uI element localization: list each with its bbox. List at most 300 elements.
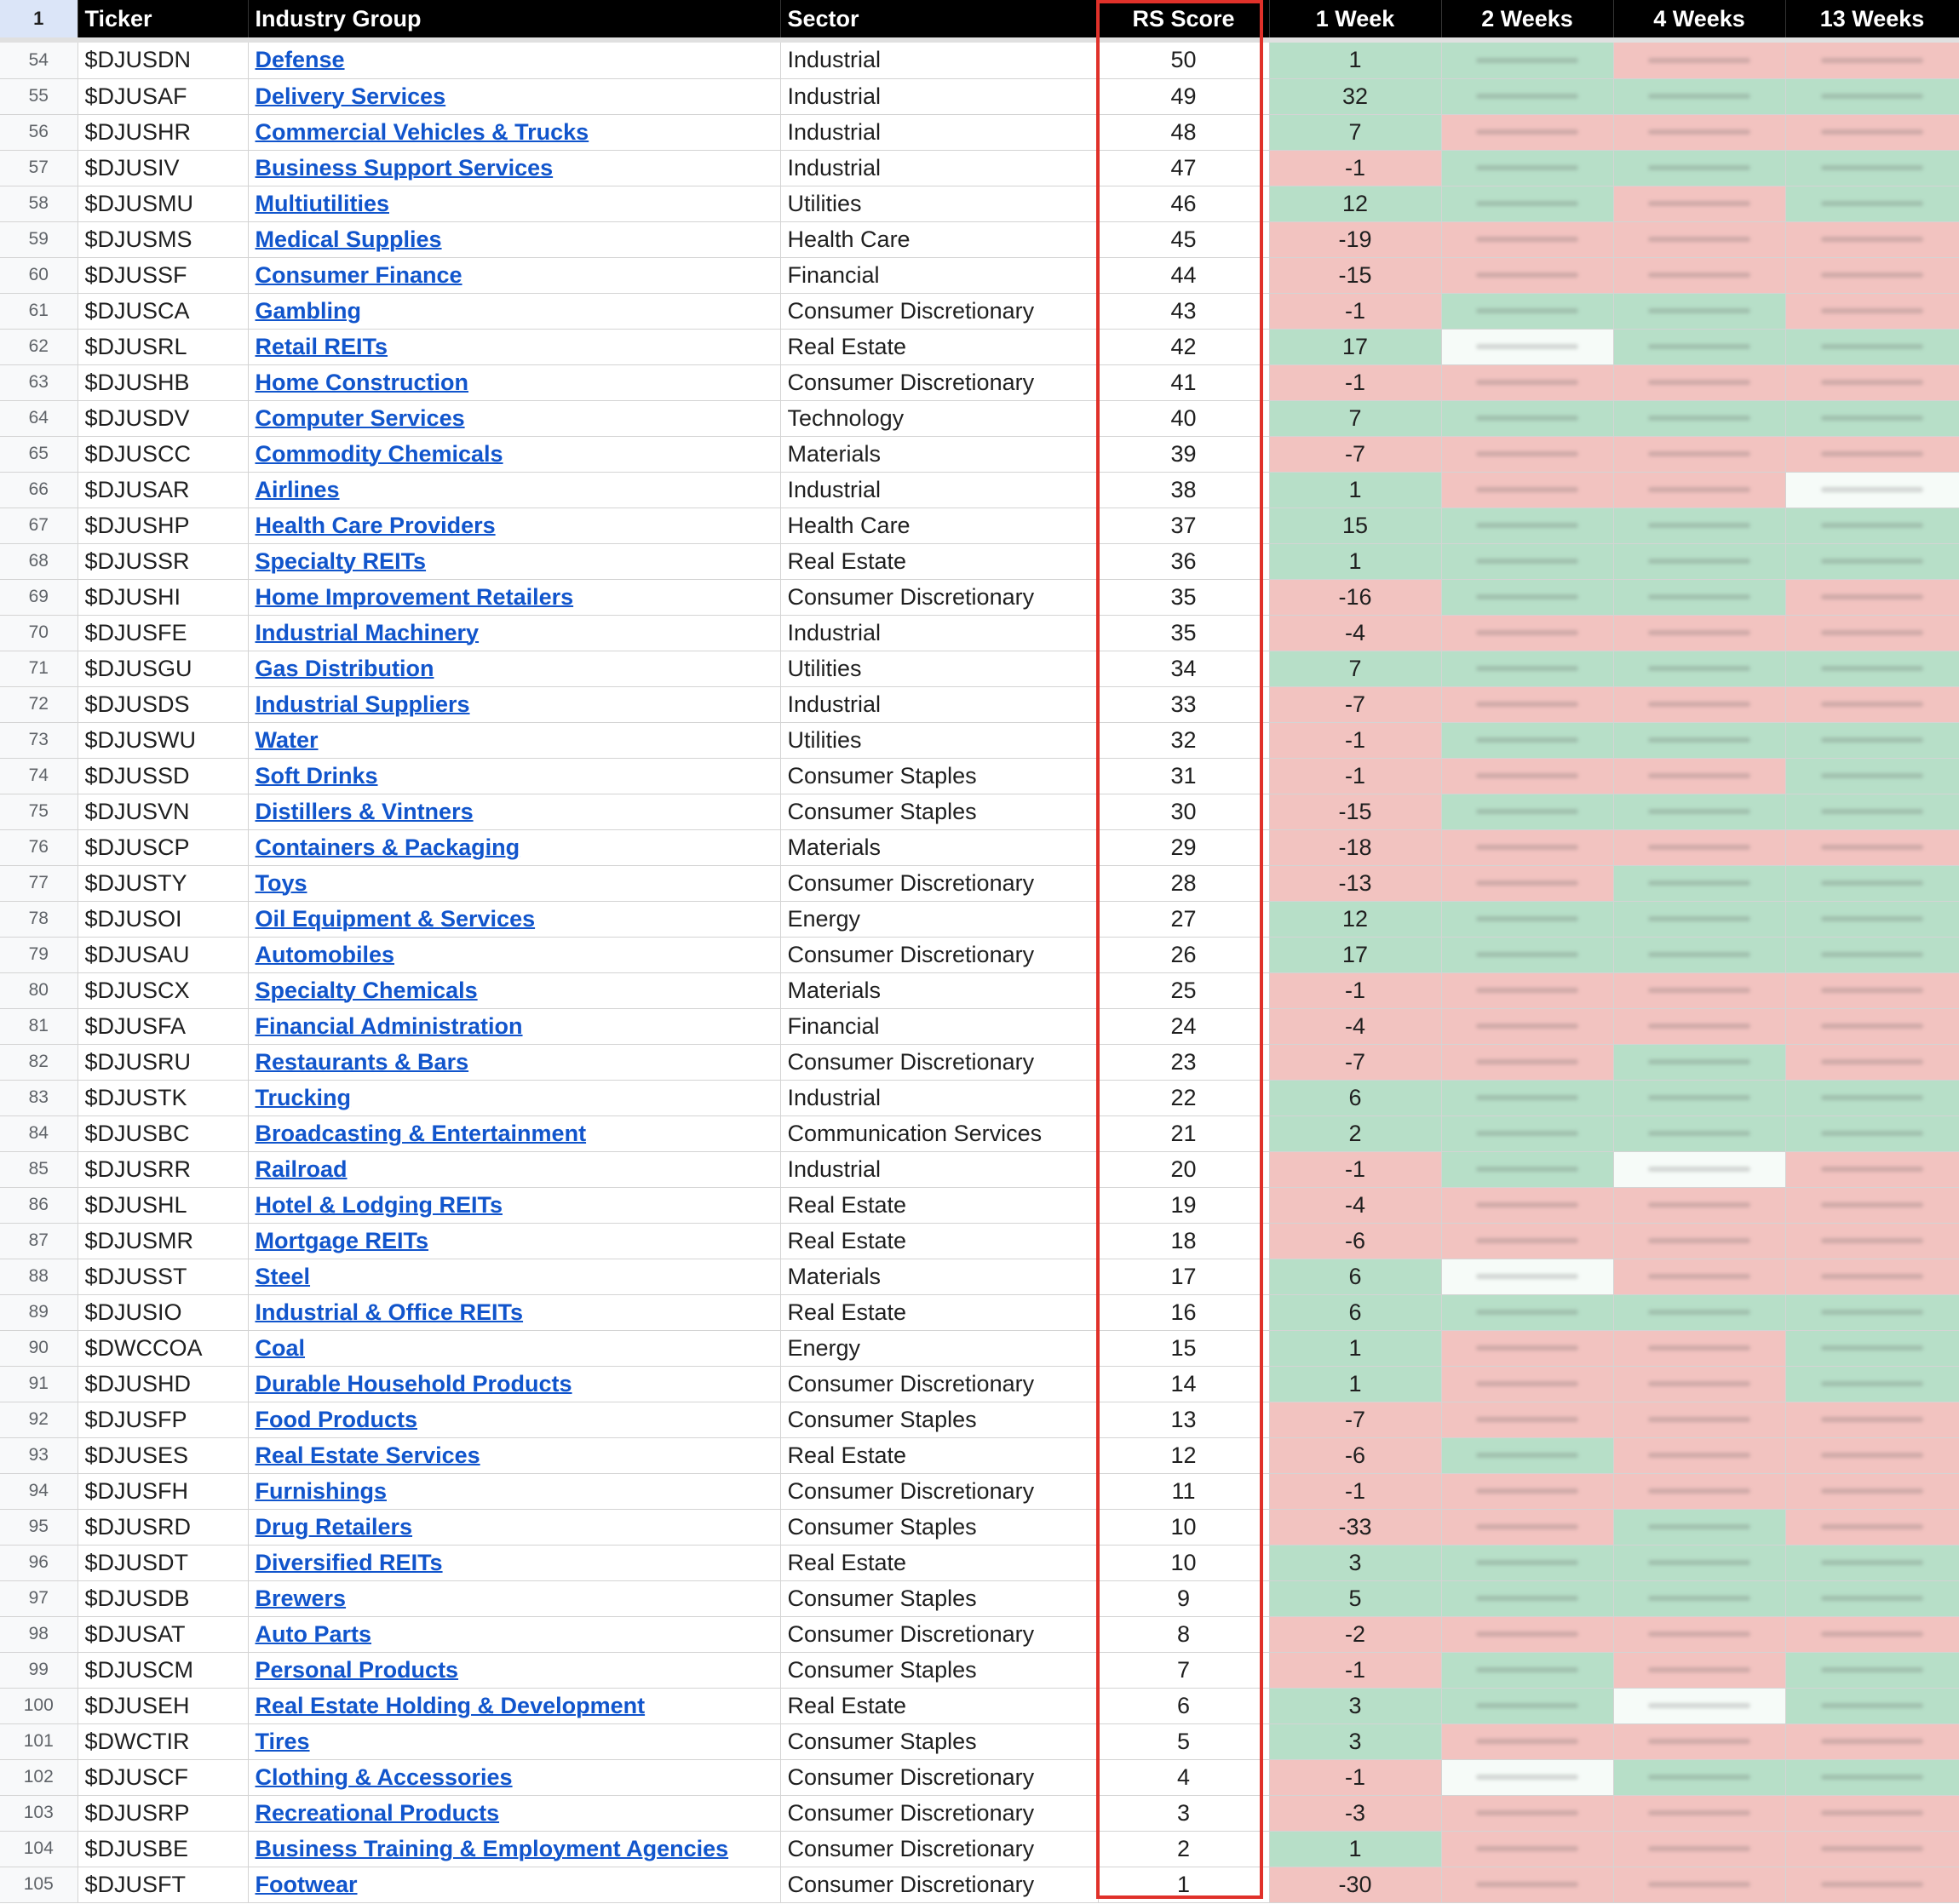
row-number[interactable]: 87 bbox=[0, 1223, 78, 1259]
ticker-cell[interactable]: $DJUSMR bbox=[78, 1223, 248, 1259]
w2-blurred-cell[interactable] bbox=[1441, 1652, 1613, 1688]
week1-change-cell[interactable]: 1 bbox=[1269, 472, 1441, 508]
rs-score-cell[interactable]: 38 bbox=[1098, 472, 1269, 508]
sector-cell[interactable]: Real Estate bbox=[780, 1545, 1098, 1580]
w4-blurred-cell[interactable] bbox=[1613, 1402, 1785, 1437]
w13-blurred-cell[interactable] bbox=[1785, 150, 1959, 186]
industry-group-cell[interactable] bbox=[248, 1187, 780, 1223]
ticker-cell[interactable]: $DJUSTK bbox=[78, 1080, 248, 1115]
w4-blurred-cell[interactable] bbox=[1613, 1294, 1785, 1330]
week1-change-cell[interactable]: -1 bbox=[1269, 1151, 1441, 1187]
sector-cell[interactable]: Industrial bbox=[780, 1080, 1098, 1115]
industry-group-cell[interactable] bbox=[248, 543, 780, 579]
w13-blurred-cell[interactable] bbox=[1785, 221, 1959, 257]
w4-blurred-cell[interactable] bbox=[1613, 615, 1785, 651]
w13-blurred-cell[interactable] bbox=[1785, 579, 1959, 615]
industry-group-link[interactable]: Computer Services bbox=[255, 404, 465, 431]
ticker-cell[interactable]: $DJUSRR bbox=[78, 1151, 248, 1187]
industry-group-link[interactable]: Real Estate Services bbox=[255, 1442, 480, 1468]
row-header-1[interactable]: 1 bbox=[0, 0, 78, 37]
row-number[interactable]: 89 bbox=[0, 1294, 78, 1330]
row-number[interactable]: 72 bbox=[0, 686, 78, 722]
w4-blurred-cell[interactable] bbox=[1613, 1867, 1785, 1902]
week1-change-cell[interactable]: -16 bbox=[1269, 579, 1441, 615]
industry-group-link[interactable]: Toys bbox=[255, 869, 307, 896]
col-header-2-weeks[interactable]: 2 Weeks bbox=[1441, 0, 1613, 37]
w4-blurred-cell[interactable] bbox=[1613, 686, 1785, 722]
week1-change-cell[interactable]: -1 bbox=[1269, 364, 1441, 400]
w2-blurred-cell[interactable] bbox=[1441, 651, 1613, 686]
rs-score-cell[interactable]: 49 bbox=[1098, 78, 1269, 114]
sector-cell[interactable]: Energy bbox=[780, 901, 1098, 937]
w13-blurred-cell[interactable] bbox=[1785, 1402, 1959, 1437]
ticker-cell[interactable]: $DJUSBC bbox=[78, 1115, 248, 1151]
rs-score-cell[interactable]: 17 bbox=[1098, 1259, 1269, 1294]
industry-group-link[interactable]: Durable Household Products bbox=[255, 1370, 572, 1396]
w4-blurred-cell[interactable] bbox=[1613, 221, 1785, 257]
w4-blurred-cell[interactable] bbox=[1613, 1223, 1785, 1259]
ticker-cell[interactable]: $DJUSDB bbox=[78, 1580, 248, 1616]
rs-score-cell[interactable]: 1 bbox=[1098, 1867, 1269, 1902]
industry-group-link[interactable]: Food Products bbox=[255, 1406, 417, 1432]
sector-cell[interactable]: Consumer Discretionary bbox=[780, 865, 1098, 901]
industry-group-link[interactable]: Mortgage REITs bbox=[255, 1227, 429, 1253]
sector-cell[interactable]: Consumer Staples bbox=[780, 1402, 1098, 1437]
w2-blurred-cell[interactable] bbox=[1441, 508, 1613, 543]
industry-group-cell[interactable] bbox=[248, 901, 780, 937]
w13-blurred-cell[interactable] bbox=[1785, 794, 1959, 829]
row-number[interactable]: 61 bbox=[0, 293, 78, 329]
industry-group-link[interactable]: Home Construction bbox=[255, 369, 469, 395]
w2-blurred-cell[interactable] bbox=[1441, 221, 1613, 257]
row-number[interactable]: 59 bbox=[0, 221, 78, 257]
rs-score-cell[interactable]: 14 bbox=[1098, 1366, 1269, 1402]
w4-blurred-cell[interactable] bbox=[1613, 543, 1785, 579]
w4-blurred-cell[interactable] bbox=[1613, 579, 1785, 615]
industry-group-link[interactable]: Distillers & Vintners bbox=[255, 798, 474, 824]
w13-blurred-cell[interactable] bbox=[1785, 400, 1959, 436]
industry-group-cell[interactable] bbox=[248, 329, 780, 364]
rs-score-cell[interactable]: 34 bbox=[1098, 651, 1269, 686]
rs-score-cell[interactable]: 37 bbox=[1098, 508, 1269, 543]
row-number[interactable]: 74 bbox=[0, 758, 78, 794]
week1-change-cell[interactable]: -1 bbox=[1269, 1473, 1441, 1509]
w13-blurred-cell[interactable] bbox=[1785, 1151, 1959, 1187]
week1-change-cell[interactable]: -33 bbox=[1269, 1509, 1441, 1545]
row-number[interactable]: 63 bbox=[0, 364, 78, 400]
w13-blurred-cell[interactable] bbox=[1785, 937, 1959, 972]
w2-blurred-cell[interactable] bbox=[1441, 1366, 1613, 1402]
week1-change-cell[interactable]: -6 bbox=[1269, 1437, 1441, 1473]
industry-group-link[interactable]: Diversified REITs bbox=[255, 1549, 443, 1575]
ticker-cell[interactable]: $DJUSSF bbox=[78, 257, 248, 293]
w13-blurred-cell[interactable] bbox=[1785, 257, 1959, 293]
sector-cell[interactable]: Consumer Discretionary bbox=[780, 1831, 1098, 1867]
industry-group-link[interactable]: Drug Retailers bbox=[255, 1513, 413, 1540]
w13-blurred-cell[interactable] bbox=[1785, 1294, 1959, 1330]
w2-blurred-cell[interactable] bbox=[1441, 1509, 1613, 1545]
w2-blurred-cell[interactable] bbox=[1441, 829, 1613, 865]
w4-blurred-cell[interactable] bbox=[1613, 472, 1785, 508]
col-header-rs-score[interactable]: RS Score bbox=[1098, 0, 1269, 37]
w2-blurred-cell[interactable] bbox=[1441, 1115, 1613, 1151]
rs-score-cell[interactable]: 19 bbox=[1098, 1187, 1269, 1223]
industry-group-link[interactable]: Personal Products bbox=[255, 1656, 459, 1683]
row-number[interactable]: 97 bbox=[0, 1580, 78, 1616]
ticker-cell[interactable]: $DJUSFE bbox=[78, 615, 248, 651]
rs-score-cell[interactable]: 39 bbox=[1098, 436, 1269, 472]
col-header-1-week[interactable]: 1 Week bbox=[1269, 0, 1441, 37]
week1-change-cell[interactable]: 7 bbox=[1269, 651, 1441, 686]
rs-score-cell[interactable]: 44 bbox=[1098, 257, 1269, 293]
row-number[interactable]: 100 bbox=[0, 1688, 78, 1723]
w13-blurred-cell[interactable] bbox=[1785, 1008, 1959, 1044]
week1-change-cell[interactable]: -19 bbox=[1269, 221, 1441, 257]
industry-group-link[interactable]: Hotel & Lodging REITs bbox=[255, 1191, 503, 1218]
ticker-cell[interactable]: $DJUSHB bbox=[78, 364, 248, 400]
industry-group-cell[interactable] bbox=[248, 1867, 780, 1902]
week1-change-cell[interactable]: 15 bbox=[1269, 508, 1441, 543]
row-number[interactable]: 54 bbox=[0, 43, 78, 78]
ticker-cell[interactable]: $DWCCOA bbox=[78, 1330, 248, 1366]
rs-score-cell[interactable]: 29 bbox=[1098, 829, 1269, 865]
ticker-cell[interactable]: $DJUSDV bbox=[78, 400, 248, 436]
w13-blurred-cell[interactable] bbox=[1785, 186, 1959, 221]
ticker-cell[interactable]: $DJUSHL bbox=[78, 1187, 248, 1223]
ticker-cell[interactable]: $DJUSIV bbox=[78, 150, 248, 186]
sector-cell[interactable]: Consumer Staples bbox=[780, 794, 1098, 829]
row-number[interactable]: 55 bbox=[0, 78, 78, 114]
ticker-cell[interactable]: $DJUSMU bbox=[78, 186, 248, 221]
rs-score-cell[interactable]: 10 bbox=[1098, 1509, 1269, 1545]
sector-cell[interactable]: Real Estate bbox=[780, 1688, 1098, 1723]
row-number[interactable]: 94 bbox=[0, 1473, 78, 1509]
w4-blurred-cell[interactable] bbox=[1613, 1652, 1785, 1688]
w13-blurred-cell[interactable] bbox=[1785, 1509, 1959, 1545]
ticker-cell[interactable]: $DJUSVN bbox=[78, 794, 248, 829]
w4-blurred-cell[interactable] bbox=[1613, 43, 1785, 78]
ticker-cell[interactable]: $DJUSHD bbox=[78, 1366, 248, 1402]
w2-blurred-cell[interactable] bbox=[1441, 472, 1613, 508]
w2-blurred-cell[interactable] bbox=[1441, 186, 1613, 221]
rs-score-cell[interactable]: 4 bbox=[1098, 1759, 1269, 1795]
sector-cell[interactable]: Consumer Staples bbox=[780, 1509, 1098, 1545]
industry-group-cell[interactable] bbox=[248, 400, 780, 436]
industry-group-cell[interactable] bbox=[248, 1759, 780, 1795]
ticker-cell[interactable]: $DJUSFH bbox=[78, 1473, 248, 1509]
row-number[interactable]: 95 bbox=[0, 1509, 78, 1545]
week1-change-cell[interactable]: 12 bbox=[1269, 186, 1441, 221]
rs-score-cell[interactable]: 18 bbox=[1098, 1223, 1269, 1259]
industry-group-cell[interactable] bbox=[248, 1831, 780, 1867]
industry-group-link[interactable]: Footwear bbox=[255, 1871, 358, 1897]
w4-blurred-cell[interactable] bbox=[1613, 293, 1785, 329]
ticker-cell[interactable]: $DJUSST bbox=[78, 1259, 248, 1294]
week1-change-cell[interactable]: 6 bbox=[1269, 1080, 1441, 1115]
w4-blurred-cell[interactable] bbox=[1613, 1616, 1785, 1652]
industry-group-cell[interactable] bbox=[248, 1008, 780, 1044]
rs-score-cell[interactable]: 3 bbox=[1098, 1795, 1269, 1831]
industry-group-cell[interactable] bbox=[248, 364, 780, 400]
w13-blurred-cell[interactable] bbox=[1785, 364, 1959, 400]
sector-cell[interactable]: Health Care bbox=[780, 221, 1098, 257]
sector-cell[interactable]: Consumer Discretionary bbox=[780, 937, 1098, 972]
industry-group-cell[interactable] bbox=[248, 686, 780, 722]
sector-cell[interactable]: Consumer Discretionary bbox=[780, 1759, 1098, 1795]
rs-score-cell[interactable]: 35 bbox=[1098, 615, 1269, 651]
ticker-cell[interactable]: $DJUSHI bbox=[78, 579, 248, 615]
industry-group-link[interactable]: Clothing & Accessories bbox=[255, 1763, 513, 1790]
row-number[interactable]: 91 bbox=[0, 1366, 78, 1402]
w2-blurred-cell[interactable] bbox=[1441, 972, 1613, 1008]
ticker-cell[interactable]: $DJUSOI bbox=[78, 901, 248, 937]
industry-group-cell[interactable] bbox=[248, 579, 780, 615]
w2-blurred-cell[interactable] bbox=[1441, 1187, 1613, 1223]
week1-change-cell[interactable]: 3 bbox=[1269, 1688, 1441, 1723]
row-number[interactable]: 101 bbox=[0, 1723, 78, 1759]
week1-change-cell[interactable]: -1 bbox=[1269, 758, 1441, 794]
row-number[interactable]: 67 bbox=[0, 508, 78, 543]
industry-group-cell[interactable] bbox=[248, 865, 780, 901]
industry-group-cell[interactable] bbox=[248, 1366, 780, 1402]
w2-blurred-cell[interactable] bbox=[1441, 865, 1613, 901]
sector-cell[interactable]: Consumer Discretionary bbox=[780, 1366, 1098, 1402]
industry-group-link[interactable]: Furnishings bbox=[255, 1477, 387, 1504]
week1-change-cell[interactable]: 1 bbox=[1269, 1330, 1441, 1366]
ticker-cell[interactable]: $DJUSHR bbox=[78, 114, 248, 150]
row-number[interactable]: 88 bbox=[0, 1259, 78, 1294]
w2-blurred-cell[interactable] bbox=[1441, 1473, 1613, 1509]
rs-score-cell[interactable]: 20 bbox=[1098, 1151, 1269, 1187]
industry-group-cell[interactable] bbox=[248, 1330, 780, 1366]
rs-score-cell[interactable]: 40 bbox=[1098, 400, 1269, 436]
week1-change-cell[interactable]: 6 bbox=[1269, 1259, 1441, 1294]
sector-cell[interactable]: Materials bbox=[780, 972, 1098, 1008]
w4-blurred-cell[interactable] bbox=[1613, 865, 1785, 901]
w2-blurred-cell[interactable] bbox=[1441, 436, 1613, 472]
industry-group-cell[interactable] bbox=[248, 937, 780, 972]
sector-cell[interactable]: Financial bbox=[780, 1008, 1098, 1044]
w4-blurred-cell[interactable] bbox=[1613, 1509, 1785, 1545]
w4-blurred-cell[interactable] bbox=[1613, 758, 1785, 794]
w13-blurred-cell[interactable] bbox=[1785, 722, 1959, 758]
w4-blurred-cell[interactable] bbox=[1613, 1580, 1785, 1616]
industry-group-link[interactable]: Brewers bbox=[255, 1585, 347, 1611]
w2-blurred-cell[interactable] bbox=[1441, 722, 1613, 758]
rs-score-cell[interactable]: 15 bbox=[1098, 1330, 1269, 1366]
ticker-cell[interactable]: $DJUSCF bbox=[78, 1759, 248, 1795]
ticker-cell[interactable]: $DJUSRD bbox=[78, 1509, 248, 1545]
industry-group-link[interactable]: Home Improvement Retailers bbox=[255, 583, 574, 610]
industry-group-link[interactable]: Multiutilities bbox=[255, 190, 389, 216]
industry-group-link[interactable]: Business Support Services bbox=[255, 154, 554, 181]
rs-score-cell[interactable]: 22 bbox=[1098, 1080, 1269, 1115]
row-number[interactable]: 82 bbox=[0, 1044, 78, 1080]
industry-group-link[interactable]: Recreational Products bbox=[255, 1799, 500, 1826]
week1-change-cell[interactable]: 17 bbox=[1269, 937, 1441, 972]
sector-cell[interactable]: Industrial bbox=[780, 114, 1098, 150]
w13-blurred-cell[interactable] bbox=[1785, 972, 1959, 1008]
sector-cell[interactable]: Industrial bbox=[780, 615, 1098, 651]
w2-blurred-cell[interactable] bbox=[1441, 1867, 1613, 1902]
week1-change-cell[interactable]: 1 bbox=[1269, 543, 1441, 579]
week1-change-cell[interactable]: 2 bbox=[1269, 1115, 1441, 1151]
industry-group-cell[interactable] bbox=[248, 221, 780, 257]
week1-change-cell[interactable]: -7 bbox=[1269, 1402, 1441, 1437]
industry-group-link[interactable]: Consumer Finance bbox=[255, 261, 462, 288]
w2-blurred-cell[interactable] bbox=[1441, 150, 1613, 186]
w2-blurred-cell[interactable] bbox=[1441, 1759, 1613, 1795]
row-number[interactable]: 65 bbox=[0, 436, 78, 472]
ticker-cell[interactable]: $DJUSIO bbox=[78, 1294, 248, 1330]
rs-score-cell[interactable]: 26 bbox=[1098, 937, 1269, 972]
w2-blurred-cell[interactable] bbox=[1441, 1616, 1613, 1652]
sector-cell[interactable]: Consumer Discretionary bbox=[780, 579, 1098, 615]
industry-group-cell[interactable] bbox=[248, 43, 780, 78]
week1-change-cell[interactable]: -7 bbox=[1269, 436, 1441, 472]
w4-blurred-cell[interactable] bbox=[1613, 364, 1785, 400]
industry-group-link[interactable]: Real Estate Holding & Development bbox=[255, 1692, 646, 1718]
rs-score-cell[interactable]: 10 bbox=[1098, 1545, 1269, 1580]
week1-change-cell[interactable]: 7 bbox=[1269, 114, 1441, 150]
week1-change-cell[interactable]: 17 bbox=[1269, 329, 1441, 364]
industry-group-cell[interactable] bbox=[248, 472, 780, 508]
w13-blurred-cell[interactable] bbox=[1785, 1437, 1959, 1473]
rs-score-cell[interactable]: 43 bbox=[1098, 293, 1269, 329]
week1-change-cell[interactable]: -6 bbox=[1269, 1223, 1441, 1259]
ticker-cell[interactable]: $DJUSEH bbox=[78, 1688, 248, 1723]
row-number[interactable]: 60 bbox=[0, 257, 78, 293]
row-number[interactable]: 58 bbox=[0, 186, 78, 221]
w13-blurred-cell[interactable] bbox=[1785, 1759, 1959, 1795]
ticker-cell[interactable]: $DJUSWU bbox=[78, 722, 248, 758]
industry-group-link[interactable]: Industrial Machinery bbox=[255, 619, 480, 645]
rs-score-cell[interactable]: 47 bbox=[1098, 150, 1269, 186]
sector-cell[interactable]: Financial bbox=[780, 257, 1098, 293]
industry-group-cell[interactable] bbox=[248, 1545, 780, 1580]
industry-group-cell[interactable] bbox=[248, 1080, 780, 1115]
rs-score-cell[interactable]: 11 bbox=[1098, 1473, 1269, 1509]
w13-blurred-cell[interactable] bbox=[1785, 1795, 1959, 1831]
sector-cell[interactable]: Utilities bbox=[780, 651, 1098, 686]
week1-change-cell[interactable]: -18 bbox=[1269, 829, 1441, 865]
row-number[interactable]: 99 bbox=[0, 1652, 78, 1688]
w13-blurred-cell[interactable] bbox=[1785, 1723, 1959, 1759]
w13-blurred-cell[interactable] bbox=[1785, 508, 1959, 543]
w2-blurred-cell[interactable] bbox=[1441, 1437, 1613, 1473]
row-number[interactable]: 64 bbox=[0, 400, 78, 436]
week1-change-cell[interactable]: -1 bbox=[1269, 1652, 1441, 1688]
w4-blurred-cell[interactable] bbox=[1613, 436, 1785, 472]
rs-score-cell[interactable]: 16 bbox=[1098, 1294, 1269, 1330]
row-number[interactable]: 57 bbox=[0, 150, 78, 186]
w2-blurred-cell[interactable] bbox=[1441, 78, 1613, 114]
w4-blurred-cell[interactable] bbox=[1613, 1366, 1785, 1402]
industry-group-cell[interactable] bbox=[248, 1437, 780, 1473]
row-number[interactable]: 86 bbox=[0, 1187, 78, 1223]
industry-group-cell[interactable] bbox=[248, 1294, 780, 1330]
week1-change-cell[interactable]: 6 bbox=[1269, 1294, 1441, 1330]
w13-blurred-cell[interactable] bbox=[1785, 543, 1959, 579]
row-number[interactable]: 71 bbox=[0, 651, 78, 686]
w2-blurred-cell[interactable] bbox=[1441, 364, 1613, 400]
sector-cell[interactable]: Industrial bbox=[780, 43, 1098, 78]
w2-blurred-cell[interactable] bbox=[1441, 400, 1613, 436]
ticker-cell[interactable]: $DJUSSR bbox=[78, 543, 248, 579]
w13-blurred-cell[interactable] bbox=[1785, 114, 1959, 150]
sector-cell[interactable]: Communication Services bbox=[780, 1115, 1098, 1151]
rs-score-cell[interactable]: 21 bbox=[1098, 1115, 1269, 1151]
w2-blurred-cell[interactable] bbox=[1441, 1402, 1613, 1437]
rs-score-cell[interactable]: 24 bbox=[1098, 1008, 1269, 1044]
industry-group-cell[interactable] bbox=[248, 1616, 780, 1652]
sector-cell[interactable]: Real Estate bbox=[780, 1437, 1098, 1473]
ticker-cell[interactable]: $DJUSES bbox=[78, 1437, 248, 1473]
w2-blurred-cell[interactable] bbox=[1441, 1080, 1613, 1115]
sector-cell[interactable]: Materials bbox=[780, 829, 1098, 865]
industry-group-link[interactable]: Airlines bbox=[255, 476, 340, 502]
industry-group-link[interactable]: Steel bbox=[255, 1263, 311, 1289]
ticker-cell[interactable]: $DJUSBE bbox=[78, 1831, 248, 1867]
w2-blurred-cell[interactable] bbox=[1441, 329, 1613, 364]
w2-blurred-cell[interactable] bbox=[1441, 543, 1613, 579]
industry-group-link[interactable]: Oil Equipment & Services bbox=[255, 905, 536, 932]
row-number[interactable]: 93 bbox=[0, 1437, 78, 1473]
row-number[interactable]: 84 bbox=[0, 1115, 78, 1151]
w13-blurred-cell[interactable] bbox=[1785, 1688, 1959, 1723]
w4-blurred-cell[interactable] bbox=[1613, 1545, 1785, 1580]
row-number[interactable]: 70 bbox=[0, 615, 78, 651]
sector-cell[interactable]: Consumer Staples bbox=[780, 1580, 1098, 1616]
row-number[interactable]: 105 bbox=[0, 1867, 78, 1902]
industry-group-link[interactable]: Commercial Vehicles & Trucks bbox=[255, 118, 589, 145]
w13-blurred-cell[interactable] bbox=[1785, 1831, 1959, 1867]
ticker-cell[interactable]: $DJUSFT bbox=[78, 1867, 248, 1902]
industry-group-cell[interactable] bbox=[248, 508, 780, 543]
w2-blurred-cell[interactable] bbox=[1441, 1831, 1613, 1867]
rs-score-cell[interactable]: 32 bbox=[1098, 722, 1269, 758]
ticker-cell[interactable]: $DJUSRP bbox=[78, 1795, 248, 1831]
rs-score-cell[interactable]: 30 bbox=[1098, 794, 1269, 829]
w4-blurred-cell[interactable] bbox=[1613, 937, 1785, 972]
ticker-cell[interactable]: $DJUSGU bbox=[78, 651, 248, 686]
w13-blurred-cell[interactable] bbox=[1785, 1044, 1959, 1080]
industry-group-cell[interactable] bbox=[248, 293, 780, 329]
industry-group-link[interactable]: Financial Administration bbox=[255, 1012, 523, 1039]
ticker-cell[interactable]: $DJUSRU bbox=[78, 1044, 248, 1080]
rs-score-cell[interactable]: 28 bbox=[1098, 865, 1269, 901]
w4-blurred-cell[interactable] bbox=[1613, 901, 1785, 937]
sector-cell[interactable]: Industrial bbox=[780, 472, 1098, 508]
w4-blurred-cell[interactable] bbox=[1613, 722, 1785, 758]
ticker-cell[interactable]: $DJUSAR bbox=[78, 472, 248, 508]
row-number[interactable]: 73 bbox=[0, 722, 78, 758]
ticker-cell[interactable]: $DJUSAU bbox=[78, 937, 248, 972]
row-number[interactable]: 96 bbox=[0, 1545, 78, 1580]
sector-cell[interactable]: Consumer Discretionary bbox=[780, 1044, 1098, 1080]
industry-group-cell[interactable] bbox=[248, 1580, 780, 1616]
w2-blurred-cell[interactable] bbox=[1441, 686, 1613, 722]
industry-group-cell[interactable] bbox=[248, 651, 780, 686]
w4-blurred-cell[interactable] bbox=[1613, 150, 1785, 186]
w13-blurred-cell[interactable] bbox=[1785, 1259, 1959, 1294]
w13-blurred-cell[interactable] bbox=[1785, 1580, 1959, 1616]
row-number[interactable]: 103 bbox=[0, 1795, 78, 1831]
w4-blurred-cell[interactable] bbox=[1613, 829, 1785, 865]
sector-cell[interactable]: Consumer Discretionary bbox=[780, 1795, 1098, 1831]
w13-blurred-cell[interactable] bbox=[1785, 686, 1959, 722]
w4-blurred-cell[interactable] bbox=[1613, 1795, 1785, 1831]
